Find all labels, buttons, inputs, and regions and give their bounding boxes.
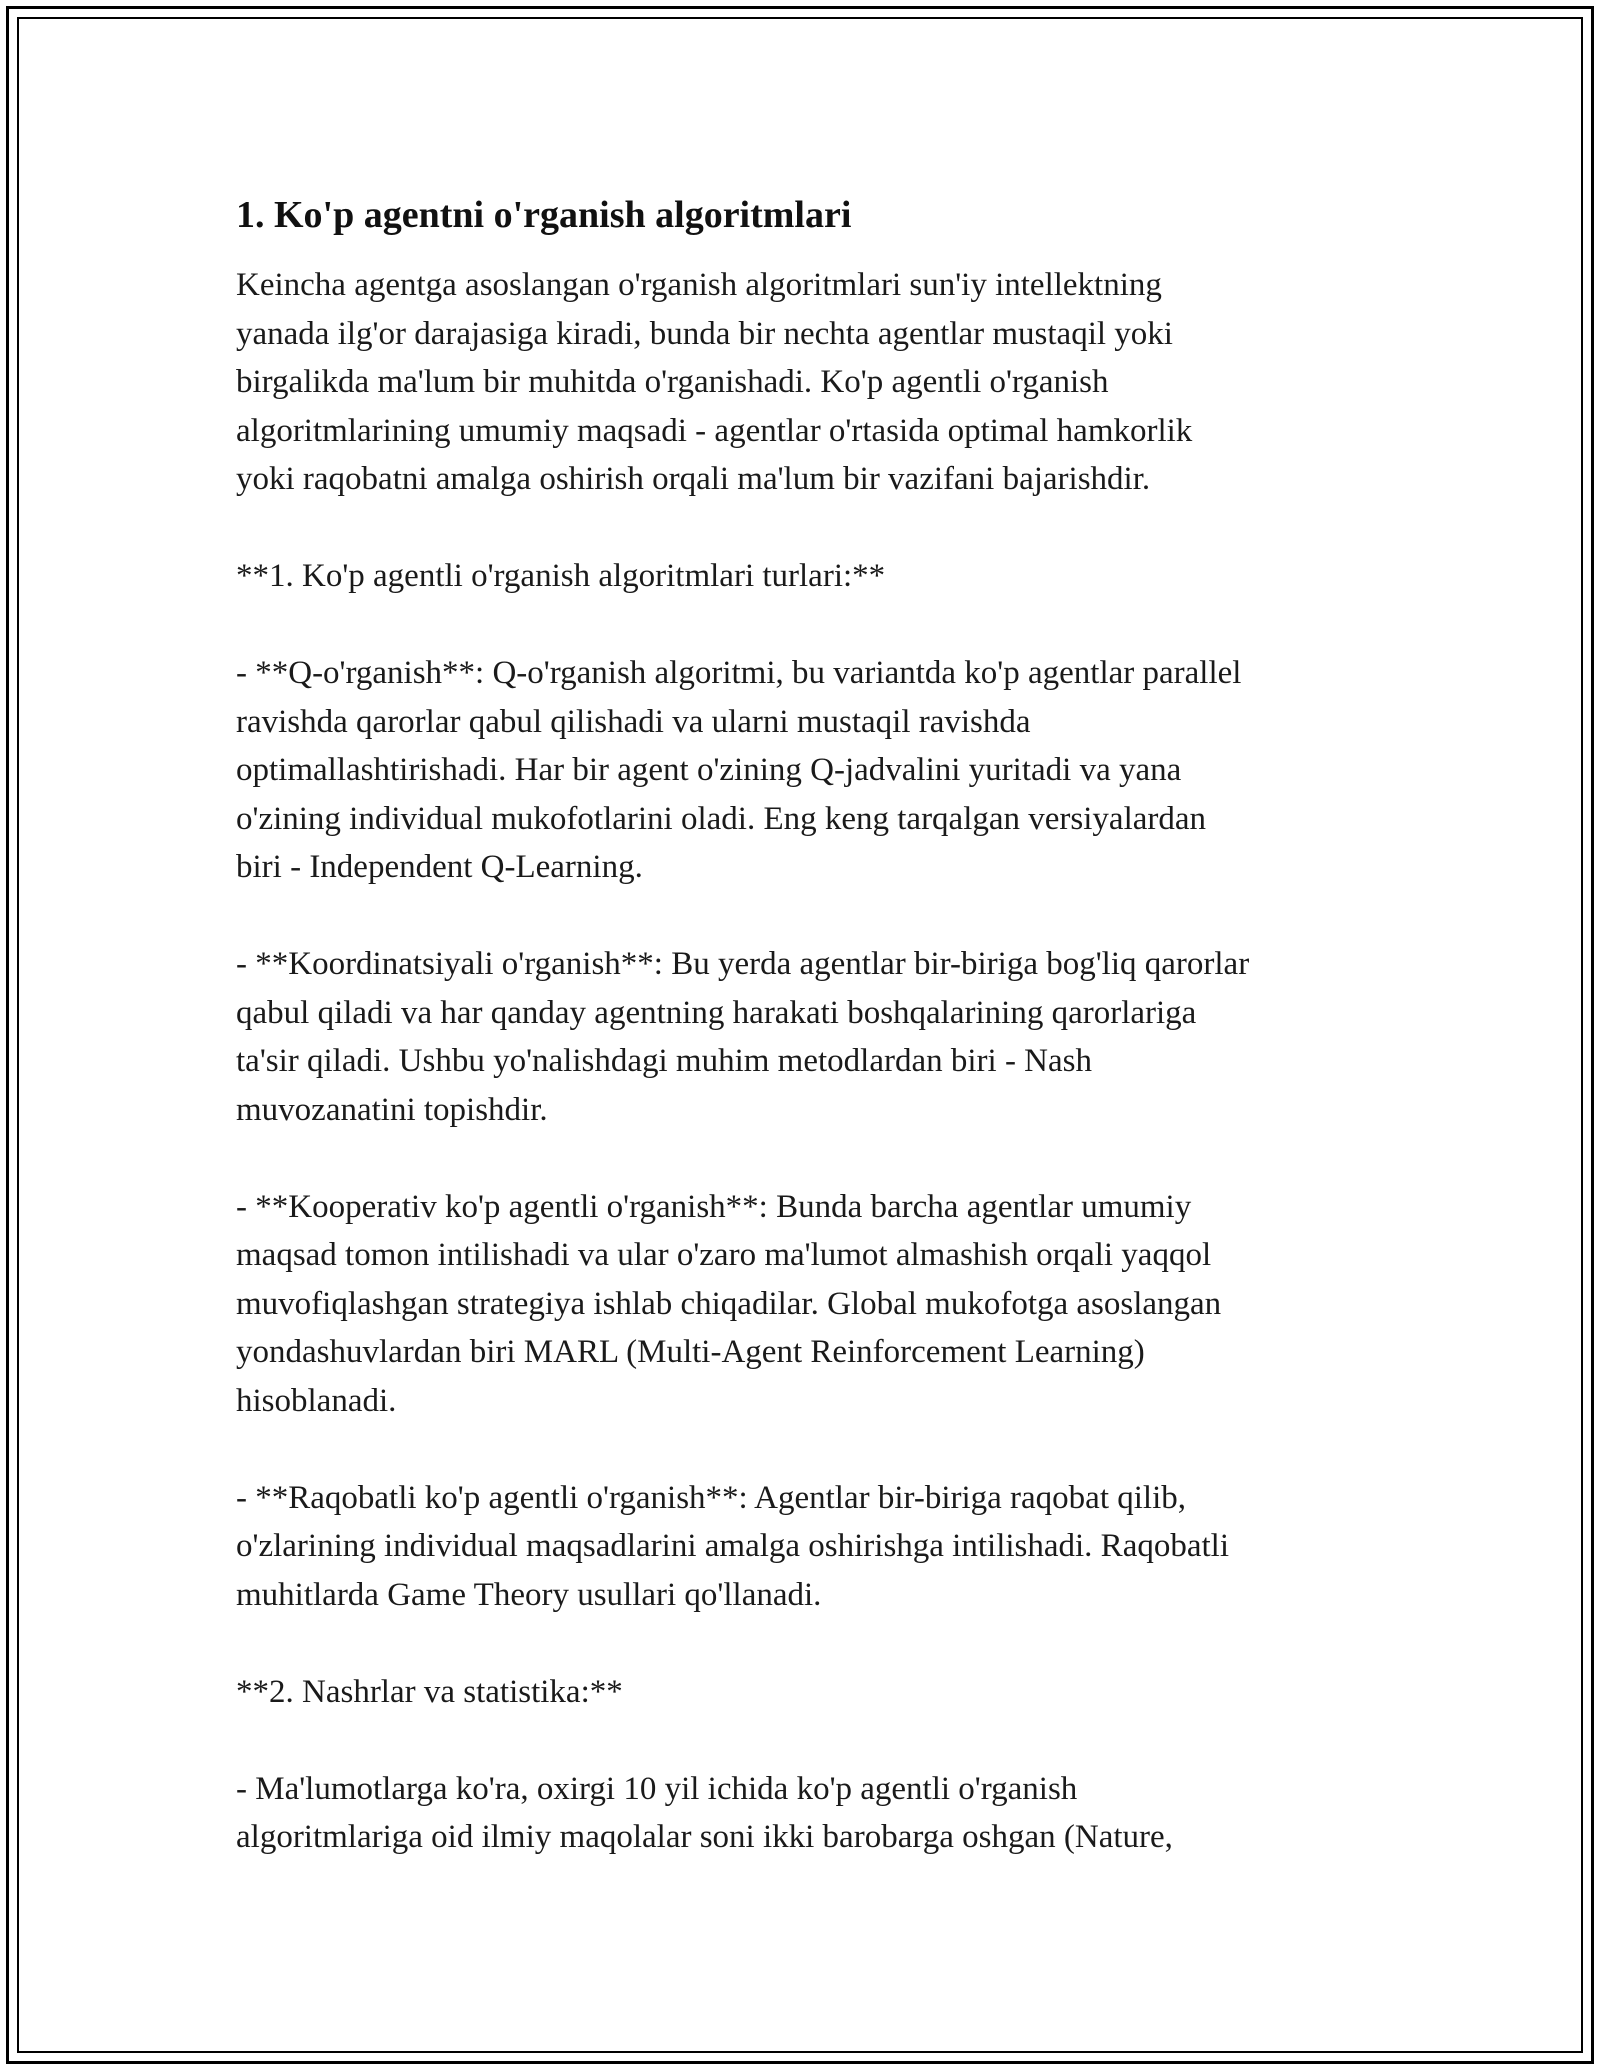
text-line: - Ma'lumotlarga ko'ra, oxirgi 10 yil ichida ko'p agentli o'rganish bbox=[236, 1770, 1078, 1807]
document-body bbox=[236, 185, 1386, 1910]
text-line: hisoblanadi. bbox=[236, 1382, 397, 1419]
text-line: Keincha agentga asoslangan o'rganish algoritmlari sun'iy intellektning bbox=[236, 267, 1162, 303]
text-line: ta'sir qiladi. Ushbu yo'nalishdagi muhim metodlardan biri - Nash bbox=[236, 1043, 1093, 1079]
text-line: yanada ilg'or darajasiga kiradi, bunda bir nechta agentlar mustaqil yoki bbox=[236, 315, 1173, 352]
text-line: birgalikda ma'lum bir muhitda o'rganishadi. Ko'p agentli o'rganish bbox=[236, 364, 1109, 400]
paragraph-intro bbox=[236, 261, 1386, 504]
text-line: biri - Independent Q-Learning. bbox=[236, 849, 643, 885]
list-item-statistics bbox=[236, 1765, 1386, 1862]
text-line: muvofiqlashgan strategiya ishlab chiqadilar. Global mukofotga asoslangan bbox=[236, 1285, 1222, 1322]
list-item-competitive bbox=[236, 1474, 1386, 1620]
list-item-cooperative bbox=[236, 1183, 1386, 1426]
text-line: - **Koordinatsiyali o'rganish**: Bu yerda agentlar bir-biriga bog'liq qarorlar bbox=[236, 946, 1250, 982]
list-item-q-learning bbox=[236, 649, 1386, 892]
text-line: muvozanatini topishdir. bbox=[236, 1091, 548, 1128]
section-heading-types bbox=[236, 552, 1386, 601]
text-line: muhitlarda Game Theory usullari qo'llanadi. bbox=[236, 1576, 822, 1613]
text-line: - **Q-o'rganish**: Q-o'rganish algoritmi, bu variantda ko'p agentlar parallel bbox=[236, 655, 1242, 691]
text-line: optimallashtirishadi. Har bir agent o'zining Q-jadvalini yuritadi va yana bbox=[236, 752, 1182, 788]
text-line: o'zining individual mukofotlarini oladi. Eng keng tarqalgan versiyalardan bbox=[236, 800, 1207, 837]
text-line: yoki raqobatni amalga oshirish orqali ma'lum bir vazifani bajarishdir. bbox=[236, 461, 1151, 497]
document-heading: 1. Ko'p agentni o'rganish algoritmlari bbox=[236, 194, 852, 236]
section-heading-statistics bbox=[236, 1668, 1386, 1717]
text-line: ravishda qarorlar qabul qilishadi va ularni mustaqil ravishda bbox=[236, 703, 1031, 740]
text-line: algoritmlariga oid ilmiy maqolalar soni ikki barobarga oshgan (Nature, bbox=[236, 1819, 1173, 1855]
text-line: - **Kooperativ ko'p agentli o'rganish**: Bunda barcha agentlar umumiy bbox=[236, 1188, 1192, 1225]
text-line: - **Raqobatli ko'p agentli o'rganish**: Agentlar bir-biriga raqobat qilib, bbox=[236, 1479, 1187, 1516]
text-line: **1. Ko'p agentli o'rganish algoritmlari turlari:** bbox=[236, 558, 886, 594]
text-line: maqsad tomon intilishadi va ular o'zaro ma'lumot almashish orqali yaqqol bbox=[236, 1237, 1212, 1273]
list-item-coordination bbox=[236, 940, 1386, 1134]
text-line: algoritmlarining umumiy maqsadi - agentlar o'rtasida optimal hamkorlik bbox=[236, 412, 1193, 449]
text-line: qabul qiladi va har qanday agentning harakati boshqalarining qarorlariga bbox=[236, 994, 1197, 1031]
text-line: o'zlarining individual maqsadlarini amalga oshirishga intilishadi. Raqobatli bbox=[236, 1528, 1229, 1564]
text-line: **2. Nashrlar va statistika:** bbox=[236, 1673, 623, 1710]
text-line: yondashuvlardan biri MARL (Multi-Agent Reinforcement Learning) bbox=[236, 1334, 1145, 1370]
